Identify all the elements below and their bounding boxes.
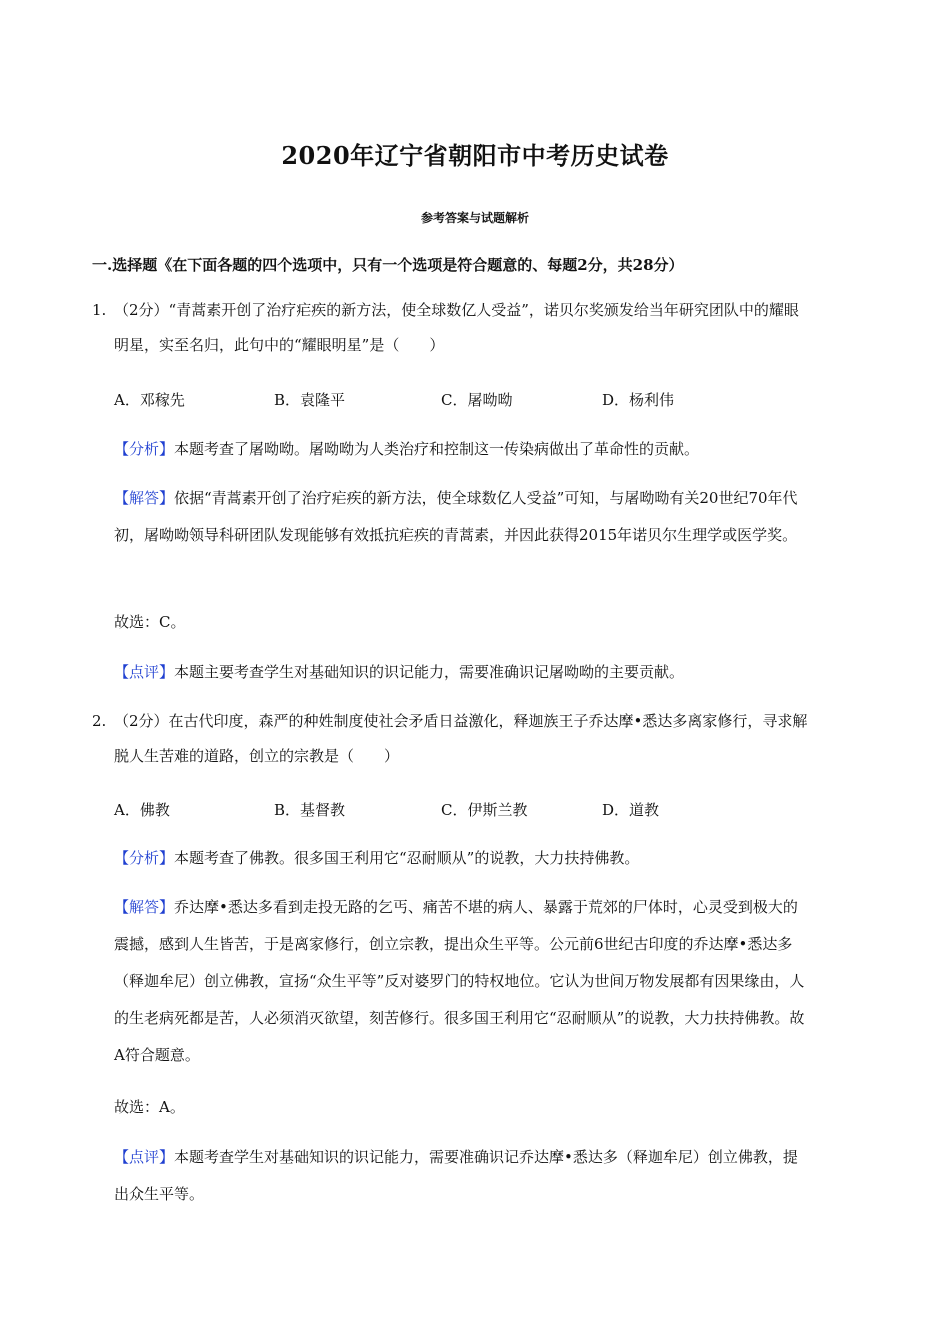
option-a: A．邓稼先	[114, 391, 185, 409]
analysis-label: 【分析】	[114, 849, 175, 867]
analysis-label: 【分析】	[114, 440, 175, 458]
option-d: D．杨利伟	[602, 391, 675, 409]
question-2-answer	[114, 889, 811, 1074]
analysis-text: 本题考查了屠呦呦。屠呦呦为人类治疗和控制这一传染病做出了革命性的贡献。	[174, 440, 700, 458]
option-a: A．佛教	[114, 801, 170, 819]
question-1-answer	[114, 480, 811, 554]
option-d: D．道教	[602, 801, 660, 819]
question-text: （2分）在古代印度，森严的种姓制度使社会矛盾日益激化，释迦族王子乔达摩•悉达多离家修行，寻求解脱人生苦难的道路，创立的宗教是（ ）	[114, 712, 808, 765]
question-2-comment	[114, 1139, 811, 1213]
analysis-text: 本题考查了佛教。很多国王利用它“忍耐顺从”的说教，大力扶持佛教。	[174, 849, 640, 867]
question-2-stem	[92, 704, 812, 774]
section-heading: 一.选择题《在下面各题的四个选项中，只有一个选项是符合题意的、每题2分，共28分）	[92, 256, 684, 274]
comment-label: 【点评】	[114, 1148, 175, 1166]
option-b: B．袁隆平	[274, 391, 346, 409]
question-number: 2.	[92, 712, 107, 730]
question-1-choice: 故选：C。	[114, 613, 186, 631]
question-1-stem	[92, 293, 812, 363]
answer-text: 乔达摩•悉达多看到走投无路的乞丐、痛苦不堪的病人、暴露于荒郊的尸体时，心灵受到极大的震撼，感到人生皆苦，于是离家修行，创立宗教，提出众生平等。公元前6世纪古印度的乔达摩•悉达多（释迦牟尼）创立佛教，宣扬“众生平等”反对婆罗门的特权地位。它认为世间万物发展都有因果缘由，人的生老病死都是苦，人必须消灭欲望，刻苦修行。很多国王利用它“忍耐顺从”的说教，大力扶持佛教。故A符合题意。	[114, 898, 805, 1064]
option-c: C．伊斯兰教	[441, 801, 528, 819]
question-1-comment	[114, 654, 811, 691]
comment-label: 【点评】	[114, 663, 175, 681]
answer-text: 依据“青蒿素开创了治疗疟疾的新方法，使全球数亿人受益”可知，与屠呦呦有关20世纪70年代初，屠呦呦领导科研团队发现能够有效抵抗疟疾的青蒿素，并因此获得2015年诺贝尔生理学或医学奖。	[114, 489, 798, 544]
page-title: 2020年辽宁省朝阳市中考历史试卷	[281, 141, 669, 170]
question-number: 1.	[92, 301, 107, 319]
answer-label: 【解答】	[114, 489, 175, 507]
comment-text: 本题考查学生对基础知识的识记能力，需要准确识记乔达摩•悉达多（释迦牟尼）创立佛教，提出众生平等。	[114, 1148, 798, 1203]
question-2-choice: 故选：A。	[114, 1098, 185, 1116]
option-c: C．屠呦呦	[441, 391, 513, 409]
comment-text: 本题主要考查学生对基础知识的识记能力，需要准确识记屠呦呦的主要贡献。	[174, 663, 685, 681]
question-2-analysis	[114, 840, 811, 877]
question-1-analysis	[114, 431, 811, 468]
answer-label: 【解答】	[114, 898, 175, 916]
question-text: （2分）“青蒿素开创了治疗疟疾的新方法，使全球数亿人受益”，诺贝尔奖颁发给当年研究团队中的耀眼明星，实至名归，此句中的“耀眼明星”是（ ）	[114, 301, 799, 354]
option-b: B．基督教	[274, 801, 346, 819]
page-subtitle: 参考答案与试题解析	[420, 211, 529, 225]
